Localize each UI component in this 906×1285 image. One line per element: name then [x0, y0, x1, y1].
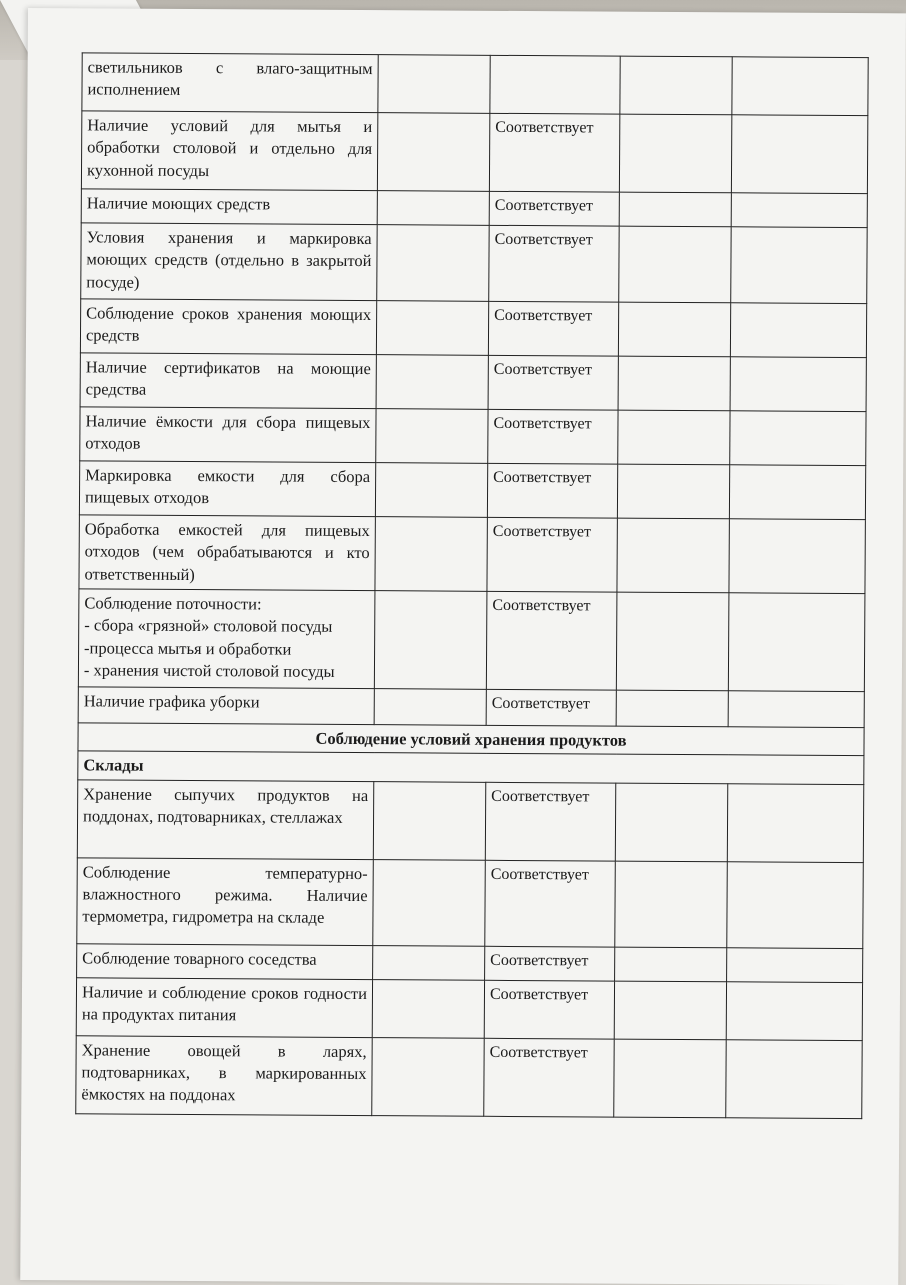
- empty-cell: [373, 859, 486, 946]
- status-cell: Соответствует: [485, 860, 616, 947]
- criterion-cell: Наличие графика уборки: [78, 687, 374, 725]
- empty-cell: [615, 783, 727, 862]
- table-row: [79, 461, 865, 520]
- empty-cell: [727, 783, 863, 862]
- status-cell: Соответствует: [485, 782, 615, 861]
- empty-cell: [730, 303, 866, 358]
- criterion-cell: Наличие моющих средств: [81, 189, 377, 225]
- table-row: [76, 977, 862, 1040]
- status-cell: Соответствует: [484, 1038, 614, 1117]
- empty-cell: [377, 191, 489, 226]
- empty-cell: [732, 57, 868, 116]
- table-row: [81, 223, 867, 304]
- empty-cell: [617, 464, 729, 519]
- table-row: [77, 943, 863, 982]
- empty-cell: [616, 690, 728, 727]
- empty-cell: [374, 591, 487, 690]
- criterion-cell: Соблюдение сроков хранения моющих средств: [80, 299, 376, 355]
- empty-cell: [376, 355, 488, 410]
- criterion-cell: [78, 589, 375, 689]
- status-cell: Соответствует: [486, 689, 616, 726]
- empty-cell: [376, 301, 488, 356]
- criterion-cell: светильников с влаго-защитным исполнением: [82, 53, 378, 113]
- empty-cell: [729, 465, 865, 520]
- criterion-cell: Условия хранения и маркировка моющих средств (отдельно в закрытой посуде): [81, 223, 377, 301]
- empty-cell: [378, 55, 490, 114]
- empty-cell: [376, 409, 488, 464]
- empty-cell: [730, 411, 866, 466]
- table-row: [80, 407, 866, 466]
- criterion-cell: Соблюдение товарного соседства: [77, 943, 373, 979]
- empty-cell: [618, 356, 730, 411]
- empty-cell: [374, 689, 486, 726]
- status-cell: Соответствует: [487, 463, 617, 518]
- empty-cell: [618, 410, 730, 465]
- status-cell: Соответствует: [489, 225, 619, 302]
- criterion-line: -процесса мытья и обработки: [84, 637, 292, 659]
- empty-cell: [728, 691, 864, 728]
- table-row: [81, 189, 867, 228]
- empty-cell: [614, 981, 726, 1040]
- empty-cell: [726, 981, 862, 1040]
- empty-cell: [614, 1039, 726, 1118]
- empty-cell: [372, 979, 484, 1038]
- status-cell: Соответствует: [488, 409, 618, 464]
- empty-cell: [731, 227, 867, 304]
- criterion-line: Соблюдение поточности:: [84, 593, 262, 614]
- status-cell: Соответствует: [489, 191, 619, 226]
- empty-cell: [619, 192, 731, 227]
- criterion-line: - хранения чистой столовой посуды: [83, 660, 335, 681]
- status-cell: Соответствует: [485, 946, 615, 981]
- empty-cell: [373, 781, 485, 860]
- status-cell: Соответствует: [486, 591, 617, 690]
- table-row: [80, 299, 866, 358]
- criterion-cell: Хранение сыпучих продуктов на поддонах, подтоварниках, стеллажах: [77, 779, 373, 859]
- status-cell: [490, 55, 620, 114]
- empty-cell: [615, 947, 727, 982]
- empty-cell: [616, 592, 729, 691]
- criterion-cell: Наличие сертификатов на моющие средства: [80, 353, 376, 409]
- table-row: [78, 589, 865, 692]
- criterion-cell: Соблюдение температурно-влажностного режима. Наличие термометра, гидрометра на складе: [77, 857, 374, 945]
- section-title: Соблюдение условий хранения продуктов: [78, 723, 864, 756]
- empty-cell: [375, 517, 487, 592]
- criterion-cell: Наличие ёмкости для сбора пищевых отходов: [80, 407, 376, 463]
- empty-cell: [615, 861, 728, 948]
- criterion-cell: Обработка емкостей для пищевых отходов (чем обрабатываются и кто ответственный): [79, 515, 375, 591]
- empty-cell: [726, 1039, 862, 1118]
- empty-cell: [727, 861, 864, 948]
- criterion-cell: Хранение овощей в ларях, подтоварниках, в маркированных ёмкостях на поддонах: [76, 1035, 372, 1115]
- document-page: [20, 8, 906, 1285]
- criterion-cell: Наличие и соблюдение сроков годности на продуктах питания: [76, 977, 372, 1037]
- empty-cell: [377, 225, 489, 302]
- empty-cell: [372, 1037, 484, 1116]
- empty-cell: [375, 463, 487, 518]
- empty-cell: [729, 519, 865, 594]
- empty-cell: [373, 945, 485, 980]
- status-cell: Соответствует: [487, 517, 617, 592]
- empty-cell: [619, 226, 731, 303]
- table-row: [79, 515, 865, 594]
- empty-cell: [620, 56, 732, 115]
- status-cell: Соответствует: [488, 301, 618, 356]
- table-row: [82, 53, 868, 116]
- empty-cell: [727, 947, 863, 982]
- table-row: [80, 353, 866, 412]
- criterion-cell: Маркировка емкости для сбора пищевых отходов: [79, 461, 375, 517]
- empty-cell: [731, 115, 867, 194]
- empty-cell: [731, 193, 867, 228]
- criterion-cell: Наличие условий для мытья и обработки столовой и отдельно для кухонной посуды: [81, 111, 377, 191]
- empty-cell: [618, 302, 730, 357]
- table-row: [81, 111, 867, 194]
- table-row: [76, 1035, 862, 1118]
- empty-cell: [617, 518, 729, 593]
- empty-cell: [730, 357, 866, 412]
- inspection-checklist-table: [75, 52, 868, 1118]
- empty-cell: [377, 113, 489, 192]
- status-cell: Соответствует: [484, 980, 614, 1039]
- table-row: [77, 857, 864, 948]
- empty-cell: [728, 593, 865, 692]
- status-cell: Соответствует: [488, 355, 618, 410]
- criterion-line: - сбора «грязной» столовой посуды: [84, 615, 333, 637]
- table-row: [78, 687, 864, 728]
- status-cell: Соответствует: [489, 113, 619, 192]
- subsection-title: Склады: [78, 751, 864, 784]
- empty-cell: [619, 114, 731, 193]
- table-row: [77, 779, 863, 862]
